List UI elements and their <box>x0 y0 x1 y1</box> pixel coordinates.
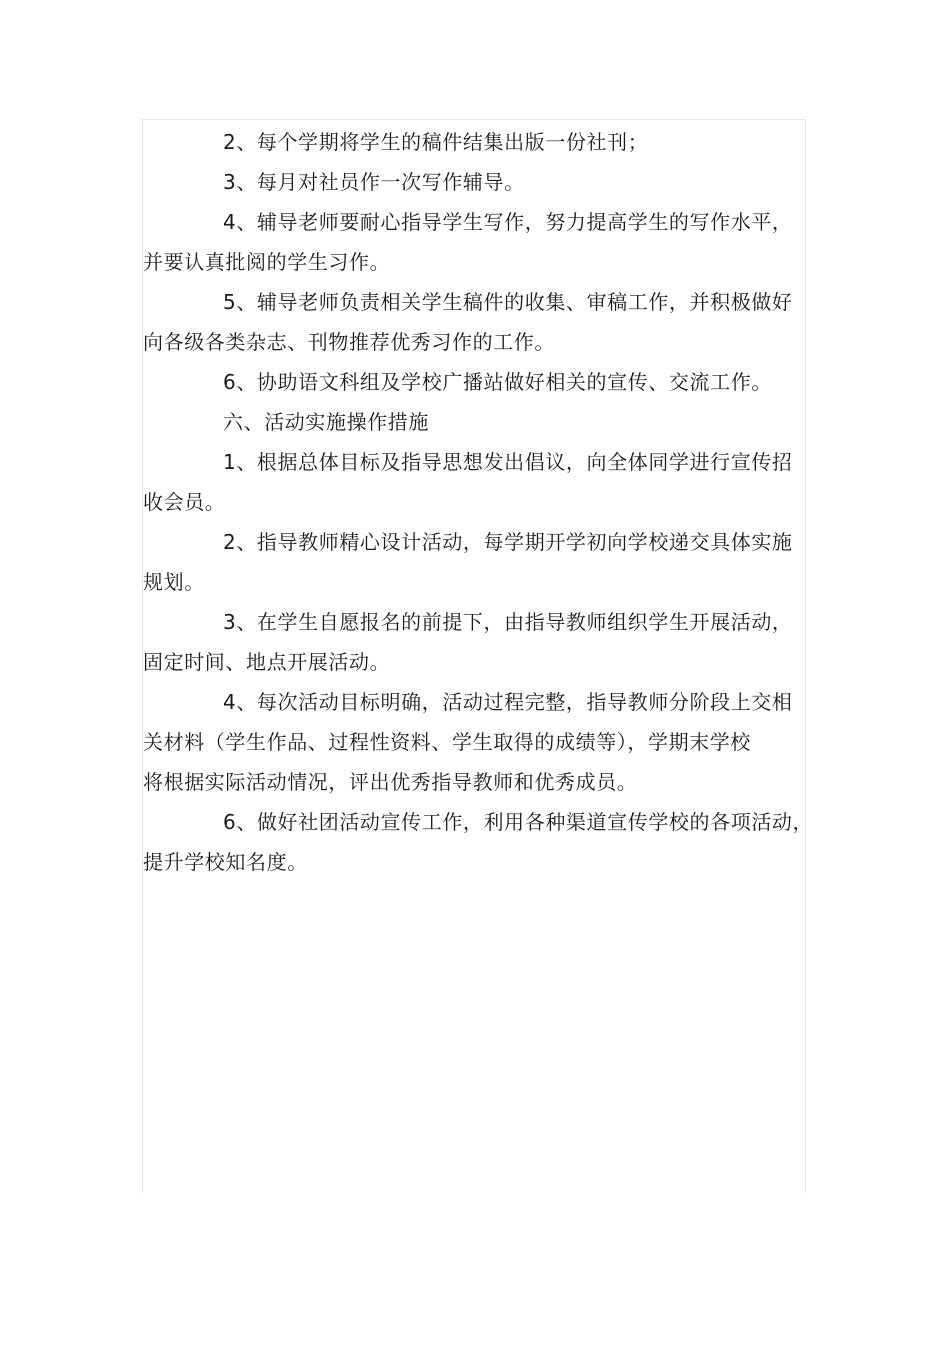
paragraph-4-guidance <box>143 202 793 282</box>
paragraph-6-promotion <box>143 362 773 402</box>
text-line: 收会员。 <box>143 490 226 514</box>
paragraph-2-journal <box>143 122 773 162</box>
text-line: 3、在学生自愿报名的前提下，由指导教师组织学生开展活动， <box>223 610 793 634</box>
text-line: 关材料（学生作品、过程性资料、学生取得的成绩等），学期末学校 <box>143 730 751 754</box>
text-line: 3、每月对社员作一次写作辅导。 <box>223 170 525 194</box>
text-line: 将根据实际活动情况，评出优秀指导教师和优秀成员。 <box>143 770 638 794</box>
text-line: 5、辅导老师负责相关学生稿件的收集、审稿工作，并积极做好 <box>223 290 793 314</box>
text-line: 2、指导教师精心设计活动，每学期开学初向学校递交具体实施 <box>223 530 793 554</box>
text-line: 固定时间、地点开展活动。 <box>143 650 391 674</box>
text-line: 4、辅导老师要耐心指导学生写作，努力提高学生的写作水平， <box>223 210 793 234</box>
text-line: 2、每个学期将学生的稿件结集出版一份社刊； <box>223 130 649 154</box>
text-line: 6、协助语文科组及学校广播站做好相关的宣传、交流工作。 <box>223 370 772 394</box>
text-line: 4、每次活动目标明确，活动过程完整，指导教师分阶段上交相 <box>223 690 793 714</box>
paragraph-2-planning <box>143 522 793 602</box>
text-line: 规划。 <box>143 570 205 594</box>
paragraph-3-tutoring <box>143 162 773 202</box>
paragraph-5-manuscripts <box>143 282 793 362</box>
paragraph-3-organization <box>143 602 793 682</box>
text-line: 1、根据总体目标及指导思想发出倡议，向全体同学进行宣传招 <box>223 450 793 474</box>
section-heading <box>143 402 773 442</box>
text-line: 6、做好社团活动宣传工作，利用各种渠道宣传学校的各项活动， <box>223 810 814 834</box>
text-line: 并要认真批阅的学生习作。 <box>143 250 391 274</box>
text-line: 向各级各类杂志、刊物推荐优秀习作的工作。 <box>143 330 555 354</box>
paragraph-4-evaluation <box>143 682 793 802</box>
paragraph-6-publicity <box>143 802 814 882</box>
text-line: 提升学校知名度。 <box>143 850 308 874</box>
text-line: 六、活动实施操作措施 <box>223 410 429 434</box>
document-body <box>143 122 814 882</box>
paragraph-1-recruitment <box>143 442 793 522</box>
